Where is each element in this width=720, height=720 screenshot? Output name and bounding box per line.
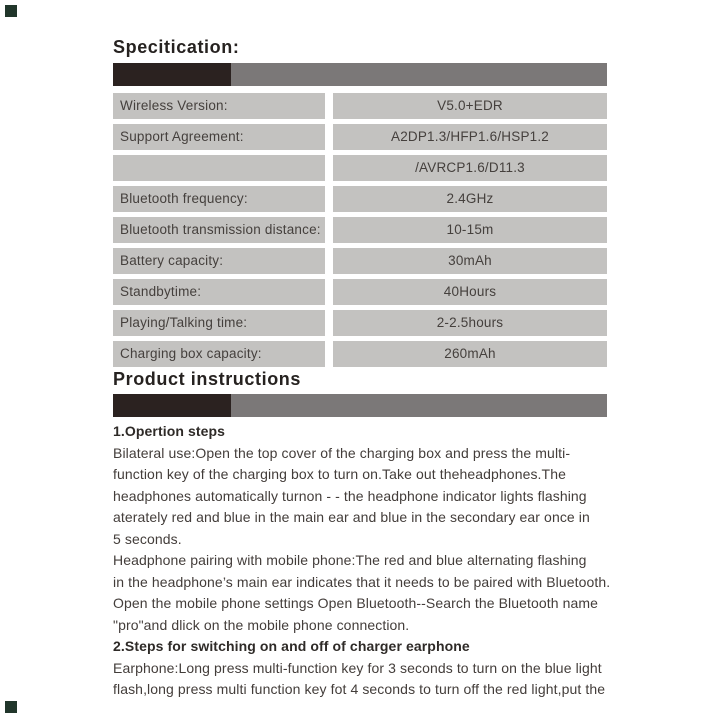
- row-value-support-agreement: A2DP1.3/HFP1.6/HSP1.2: [333, 124, 607, 150]
- instruction-line: Bilateral use:Open the top cover of the charging box and press the multi-: [113, 444, 571, 461]
- step2-title: 2.Steps for switching on and off of charger earphone: [113, 638, 470, 654]
- row-label-transmission-distance: Bluetooth transmission distance:: [113, 217, 325, 243]
- row-value-playing-talking-time: 2-2.5hours: [333, 310, 607, 336]
- row-label-standby-time: Standbytime:: [113, 279, 325, 305]
- corner-mark-top-left: [5, 5, 17, 17]
- specification-divider-bar: [113, 63, 607, 86]
- row-label-bluetooth-frequency: Bluetooth frequency:: [113, 186, 325, 212]
- table-row: [113, 279, 607, 305]
- product-instructions-heading: Product instructions: [113, 369, 302, 389]
- table-row: [113, 186, 607, 212]
- instruction-line: 5 seconds.: [113, 530, 182, 547]
- instructions-divider-bar: [113, 394, 607, 417]
- row-value-standby-time: 40Hours: [333, 279, 607, 305]
- row-value-charging-box-capacity: 260mAh: [333, 341, 607, 367]
- table-row: [113, 248, 607, 274]
- specification-table: [113, 93, 607, 372]
- table-row: [113, 341, 607, 367]
- table-row: [113, 124, 607, 150]
- row-label-empty: [113, 155, 325, 181]
- row-value-transmission-distance: 10-15m: [333, 217, 607, 243]
- divider-bar-dark-segment: [113, 394, 231, 417]
- instruction-line: headphones automatically turnon - - the headphone indicator lights flashing: [113, 487, 587, 504]
- corner-mark-bottom-left: [5, 701, 17, 713]
- instruction-line: function key of the charging box to turn on.Take out theheadphones.The: [113, 466, 566, 482]
- instruction-line: in the headphone’s main ear indicates that it needs to be paired with Bluetooth.: [113, 573, 611, 590]
- row-value-battery-capacity: 30mAh: [333, 248, 607, 274]
- instruction-line: Headphone pairing with mobile phone:The red and blue alternating flashing: [113, 552, 587, 568]
- instruction-line: "pro"and dlick on the mobile phone connection.: [113, 616, 410, 633]
- instruction-line: aterately red and blue in the main ear and blue in the secondary ear once in: [113, 509, 590, 525]
- specification-heading: Specitication:: [113, 37, 240, 57]
- table-row: [113, 155, 607, 181]
- row-label-battery-capacity: Battery capacity:: [113, 248, 325, 274]
- row-label-playing-talking-time: Playing/Talking time:: [113, 310, 325, 336]
- instruction-line: Open the mobile phone settings Open Bluetooth--Search the Bluetooth name: [113, 595, 599, 611]
- row-value-wireless-version: V5.0+EDR: [333, 93, 607, 119]
- row-label-wireless-version: Wireless Version:: [113, 93, 325, 119]
- divider-bar-dark-segment: [113, 63, 231, 86]
- row-label-support-agreement: Support Agreement:: [113, 124, 325, 150]
- step1-title: 1.Opertion steps: [113, 423, 226, 439]
- row-value-bluetooth-frequency: 2.4GHz: [333, 186, 607, 212]
- table-row: [113, 217, 607, 243]
- row-label-charging-box-capacity: Charging box capacity:: [113, 341, 325, 367]
- instruction-line: flash,long press multi function key fot 4 seconds to turn off the red light,put the: [113, 681, 606, 697]
- row-value-avrcp: /AVRCP1.6/D11.3: [333, 155, 607, 181]
- instruction-line: Earphone:Long press multi-function key for 3 seconds to turn on the blue light: [113, 659, 602, 676]
- instructions-text-block: [113, 421, 633, 701]
- table-row: [113, 93, 607, 119]
- table-row: [113, 310, 607, 336]
